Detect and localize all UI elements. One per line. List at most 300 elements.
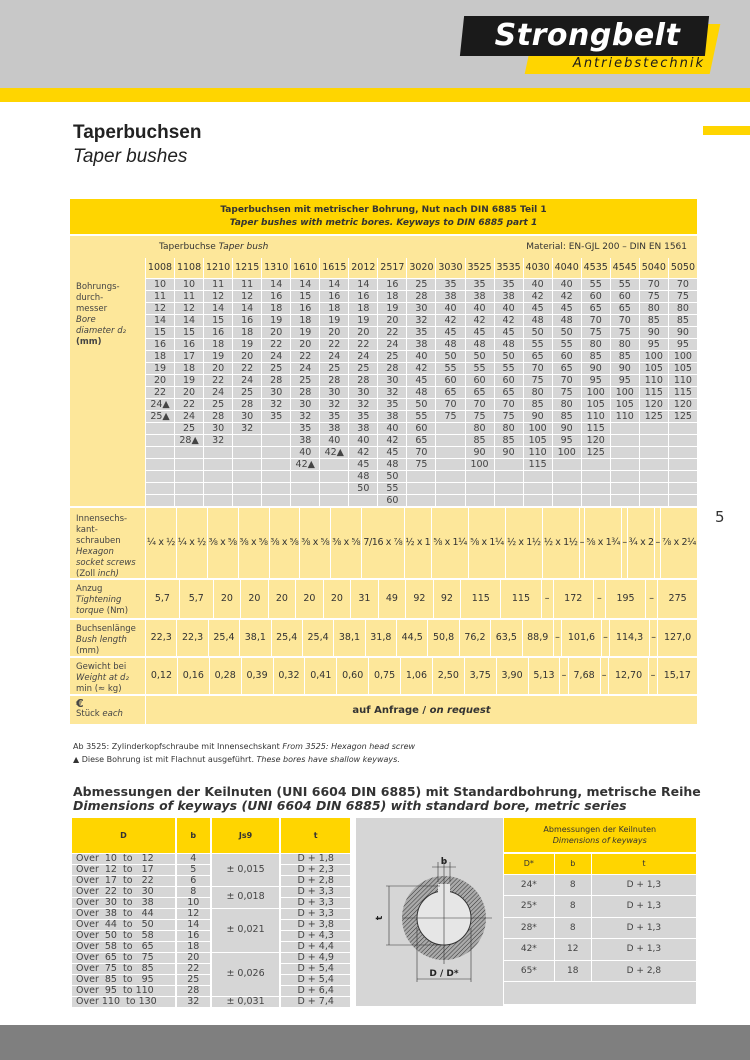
- special-cell: 8: [554, 917, 591, 939]
- bore-cell: 45: [436, 326, 465, 338]
- bore-cell: 32: [349, 398, 378, 410]
- bore-cell: 48: [552, 314, 581, 326]
- weight-cell: 0,32: [273, 658, 305, 694]
- bore-cell: 40: [378, 422, 407, 434]
- bore-cell: 14: [262, 278, 291, 290]
- bore-cell: 55: [581, 278, 610, 290]
- special-cell: 65*: [504, 960, 555, 982]
- bore-cell: 50: [465, 350, 494, 362]
- bore-cell: [204, 470, 233, 482]
- weight-cell: 3,75: [464, 658, 496, 694]
- keyway-b: 16: [176, 930, 211, 941]
- bore-table: [145, 258, 697, 506]
- keyway-range: Over 10 to 12: [71, 853, 176, 864]
- bore-cell: 38: [291, 434, 320, 446]
- size-header: 3020: [407, 258, 436, 278]
- page-subtitle: Taper bushes: [73, 146, 188, 167]
- bore-cell: [639, 458, 668, 470]
- bore-cell: 48: [349, 470, 378, 482]
- torque-row: Anzug Tightening torque (Nm) 5,7 5,7 20 20 20 20 20 31 49 92 92 115 115 – 172 – 195 – 275: [70, 578, 697, 618]
- bore-cell: 16: [175, 338, 204, 350]
- keyway-b: 20: [176, 952, 211, 963]
- bore-cell: 55: [552, 338, 581, 350]
- keyway-t: D + 3,3: [280, 886, 350, 897]
- bore-cell: 16: [320, 290, 349, 302]
- bore-cell: [523, 494, 552, 506]
- bore-cell: 90: [668, 326, 697, 338]
- bore-cell: 110: [523, 446, 552, 458]
- bore-cell: 30: [204, 422, 233, 434]
- bore-cell: 60: [552, 350, 581, 362]
- bore-cell: 55: [523, 338, 552, 350]
- bore-cell: 80: [552, 398, 581, 410]
- screws-cell: ⅝ x 1¼: [469, 508, 506, 578]
- bore-cell: 38: [378, 410, 407, 422]
- bore-cell: 18: [320, 302, 349, 314]
- bore-cell: 42: [436, 314, 465, 326]
- bore-cell: 19: [291, 326, 320, 338]
- length-cell: 76,2: [459, 620, 490, 656]
- bore-cell: 65: [523, 350, 552, 362]
- weight-cell: –: [600, 658, 608, 694]
- bore-cell: 80: [610, 338, 639, 350]
- bore-cell: 65: [552, 362, 581, 374]
- bore-cell: 32: [233, 422, 262, 434]
- bore-cell: 50: [407, 398, 436, 410]
- bore-cell: 15: [291, 290, 320, 302]
- price-value: auf Anfrage / on request: [145, 696, 697, 724]
- bore-cell: 38: [407, 338, 436, 350]
- weight-cell: 5,13: [528, 658, 560, 694]
- bore-cell: 105: [668, 362, 697, 374]
- keyway-range: Over 30 to 38: [71, 897, 176, 908]
- keyway-range: Over 22 to 30: [71, 886, 176, 897]
- bore-cell: 22: [233, 362, 262, 374]
- bore-cell: 28: [349, 374, 378, 386]
- keyway-header: D: [71, 818, 176, 853]
- screws-cell: ¼ x ½: [146, 508, 177, 578]
- bore-cell: 11: [146, 290, 175, 302]
- torque-cell: –: [593, 580, 605, 618]
- price-row: € Stück each auf Anfrage / on request: [70, 694, 697, 724]
- size-header: 4040: [552, 258, 581, 278]
- torque-cell: 275: [658, 580, 697, 618]
- page-title: Taperbuchsen: [73, 122, 202, 143]
- keyway-b: 18: [176, 941, 211, 952]
- length-cell: 22,3: [146, 620, 177, 656]
- bore-cell: 60: [494, 374, 523, 386]
- weight-cell: 1,06: [401, 658, 433, 694]
- bore-cell: 65: [465, 386, 494, 398]
- bore-cell: [146, 494, 175, 506]
- bore-cell: [581, 470, 610, 482]
- bore-cell: 30: [320, 386, 349, 398]
- keyway-b: 6: [176, 875, 211, 886]
- screws-cell: ½ x 1: [404, 508, 432, 578]
- length-cell: 63,5: [491, 620, 522, 656]
- bore-cell: 16: [349, 290, 378, 302]
- bore-cell: 16: [378, 278, 407, 290]
- bore-cell: 15: [146, 326, 175, 338]
- keyway-b: 14: [176, 919, 211, 930]
- bore-cell: 75: [465, 410, 494, 422]
- weight-cell: 0,60: [337, 658, 369, 694]
- keyway-range: Over 85 to 95: [71, 974, 176, 985]
- bore-cell: 25: [233, 386, 262, 398]
- bore-cell: 24: [175, 410, 204, 422]
- bore-cell: 35: [320, 410, 349, 422]
- keyway-t: D + 3,3: [280, 908, 350, 919]
- bore-cell: [146, 434, 175, 446]
- weight-row: Gewicht bei Weight at d₂ min (≈ kg) 0,12 0,16 0,28 0,39 0,32 0,41 0,60 0,75 1,06 2,50 3,75 3,90 5,13 – 7,68 – 12,70 – 15,17: [70, 656, 697, 694]
- keyway-range: Over 65 to 75: [71, 952, 176, 963]
- bore-cell: 45: [378, 446, 407, 458]
- page-footer: [0, 1025, 750, 1060]
- bore-cell: 15: [204, 314, 233, 326]
- bore-cell: [262, 446, 291, 458]
- page-number: 5: [715, 508, 725, 526]
- special-cell: 25*: [504, 896, 555, 918]
- special-cell: 8: [554, 874, 591, 896]
- bore-cell: 40: [494, 302, 523, 314]
- bore-cell: [175, 482, 204, 494]
- keyway-t: D + 2,3: [280, 864, 350, 875]
- bush-row: Taperbuchse Taper bush Material: EN-GJL 200 – DIN EN 1561: [70, 234, 697, 258]
- bore-cell: [639, 446, 668, 458]
- length-cell: 38,1: [240, 620, 271, 656]
- bore-cell: 11: [204, 278, 233, 290]
- bore-cell: 85: [668, 314, 697, 326]
- bore-cell: 70: [436, 398, 465, 410]
- keyway-t: D + 4,4: [280, 941, 350, 952]
- keyway-range: Over 58 to 65: [71, 941, 176, 952]
- bore-cell: 125: [581, 446, 610, 458]
- bore-cell: [610, 458, 639, 470]
- bore-cell: 70: [581, 314, 610, 326]
- special-cell: D + 1,3: [591, 917, 696, 939]
- bore-cell: 42: [465, 314, 494, 326]
- bore-cell: 48: [436, 338, 465, 350]
- bore-cell: [262, 458, 291, 470]
- bore-cell: 35: [378, 398, 407, 410]
- bore-cell: 24: [349, 350, 378, 362]
- special-cell: 24*: [504, 874, 555, 896]
- bore-cell: [436, 434, 465, 446]
- bore-cell: 22: [262, 338, 291, 350]
- bore-cell: 35: [407, 326, 436, 338]
- bore-cell: 32: [378, 386, 407, 398]
- bore-cell: 12: [204, 290, 233, 302]
- torque-cell: 5,7: [146, 580, 180, 618]
- bore-cell: 14: [146, 314, 175, 326]
- bore-cell: 85: [494, 434, 523, 446]
- bore-cell: 95: [610, 374, 639, 386]
- bore-cell: 50: [378, 470, 407, 482]
- bore-cell: 28: [378, 362, 407, 374]
- bore-cell: 10: [146, 278, 175, 290]
- bore-cell: [146, 446, 175, 458]
- special-cell: 28*: [504, 917, 555, 939]
- bore-cell: 35: [349, 410, 378, 422]
- bore-cell: 18: [233, 326, 262, 338]
- bore-cell: 110: [639, 374, 668, 386]
- keyway-range: Over 50 to 58: [71, 930, 176, 941]
- bore-cell: 38: [320, 422, 349, 434]
- bore-cell: [639, 422, 668, 434]
- length-cell: 38,1: [334, 620, 365, 656]
- bore-cell: 65: [407, 434, 436, 446]
- bore-cell: [581, 482, 610, 494]
- bore-cell: [262, 434, 291, 446]
- bore-cell: 105: [523, 434, 552, 446]
- keyway-b: 22: [176, 963, 211, 974]
- bore-cell: [204, 494, 233, 506]
- special-header: t: [591, 853, 696, 874]
- bore-cell: 85: [581, 350, 610, 362]
- bore-cell: [610, 494, 639, 506]
- bore-cell: [320, 494, 349, 506]
- bore-cell: 32: [320, 398, 349, 410]
- bore-cell: 20: [320, 326, 349, 338]
- weight-cell: 2,50: [432, 658, 464, 694]
- bore-cell: 110: [581, 410, 610, 422]
- bore-cell: 45: [349, 458, 378, 470]
- size-header: 1610: [291, 258, 320, 278]
- bore-cell: 90: [610, 362, 639, 374]
- bore-cell: 65: [436, 386, 465, 398]
- length-row: Buchsenlänge Bush length (mm) 22,3 22,3 25,4 38,1 25,4 25,4 38,1 31,8 44,5 50,8 76,2 63,5 88,9 – 101,6 – 114,3 – 127,0: [70, 618, 697, 656]
- keyway-diagram: [356, 818, 503, 1006]
- bore-cell: 110: [668, 374, 697, 386]
- bore-cell: 100: [581, 386, 610, 398]
- bore-cell: 19: [233, 338, 262, 350]
- bore-cell: 20: [204, 362, 233, 374]
- bore-cell: 18: [204, 338, 233, 350]
- bore-cell: 25: [175, 422, 204, 434]
- keyway-b: 10: [176, 897, 211, 908]
- length-cell: 22,3: [177, 620, 208, 656]
- dim-d: D / D*: [429, 969, 459, 979]
- weight-cell: 7,68: [568, 658, 600, 694]
- bore-cell: [610, 470, 639, 482]
- bore-cell: [668, 434, 697, 446]
- special-cell: 42*: [504, 939, 555, 961]
- bore-cell: 48: [523, 314, 552, 326]
- weight-cell: –: [649, 658, 657, 694]
- bore-cell: [581, 458, 610, 470]
- bore-cell: 105: [581, 398, 610, 410]
- bore-cell: 55: [436, 362, 465, 374]
- bore-cell: 90: [581, 362, 610, 374]
- bore-cell: 100: [465, 458, 494, 470]
- bore-cell: 60: [465, 374, 494, 386]
- bore-cell: [465, 494, 494, 506]
- length-cell: 50,8: [428, 620, 459, 656]
- bore-cell: 18: [146, 350, 175, 362]
- bore-cell: 105: [639, 362, 668, 374]
- bore-cell: 110: [610, 410, 639, 422]
- bore-cell: 75: [552, 386, 581, 398]
- brand-tagline: Antriebstechnik: [572, 56, 705, 71]
- bore-cell: 28: [262, 374, 291, 386]
- bore-cell: 80: [639, 302, 668, 314]
- bore-cell: [146, 470, 175, 482]
- bore-cell: 70: [407, 446, 436, 458]
- bore-cell: 75: [436, 410, 465, 422]
- keyway-t: D + 5,4: [280, 974, 350, 985]
- keyway-js9: ± 0,031: [211, 996, 281, 1007]
- bore-cell: [233, 434, 262, 446]
- bore-cell: [146, 482, 175, 494]
- keyway-b: 32: [176, 996, 211, 1007]
- bore-cell: 16: [262, 290, 291, 302]
- length-cell: 127,0: [658, 620, 697, 656]
- bore-cell: [668, 458, 697, 470]
- bore-cell: 60: [436, 374, 465, 386]
- bore-cell: 75: [581, 326, 610, 338]
- size-header: 5040: [639, 258, 668, 278]
- bore-cell: 90: [552, 422, 581, 434]
- bore-cell: 20: [291, 338, 320, 350]
- bore-cell: 14: [204, 302, 233, 314]
- header-stripe: [0, 88, 750, 102]
- screws-cell: ⅝ x 1¾: [585, 508, 622, 578]
- bore-cell: [407, 482, 436, 494]
- bore-cell: [320, 470, 349, 482]
- bore-cell: [668, 422, 697, 434]
- length-cell: 44,5: [397, 620, 428, 656]
- bore-cell: [233, 482, 262, 494]
- bore-cell: 42: [552, 290, 581, 302]
- keyway-t: D + 7,4: [280, 996, 350, 1007]
- bore-cell: 11: [175, 290, 204, 302]
- bore-cell: 95: [552, 434, 581, 446]
- bore-cell: 25: [320, 362, 349, 374]
- bore-cell: [262, 470, 291, 482]
- bore-cell: 42: [523, 290, 552, 302]
- bore-cell: [146, 458, 175, 470]
- length-cell: –: [553, 620, 561, 656]
- keyway-range: Over 110 to 130: [71, 996, 176, 1007]
- bore-cell: 25: [291, 374, 320, 386]
- bore-cell: [407, 470, 436, 482]
- special-cell: D + 1,3: [591, 874, 696, 896]
- bore-cell: 75: [610, 326, 639, 338]
- bore-cell: 45: [465, 326, 494, 338]
- bore-cell: 40: [407, 350, 436, 362]
- keyway-js9: ± 0,021: [211, 908, 281, 952]
- bore-cell: 75: [523, 374, 552, 386]
- keyway-t: D + 6,4: [280, 985, 350, 996]
- bore-cell: [204, 446, 233, 458]
- bore-cell: 14: [320, 278, 349, 290]
- bore-cell: [610, 422, 639, 434]
- bore-cell: [668, 482, 697, 494]
- bore-cell: [175, 494, 204, 506]
- bore-cell: [494, 482, 523, 494]
- length-cell: 25,4: [271, 620, 302, 656]
- bore-cell: 85: [523, 398, 552, 410]
- bore-cell: 55: [494, 362, 523, 374]
- bore-cell: 100: [610, 386, 639, 398]
- bore-cell: [610, 446, 639, 458]
- bore-cell: 20: [349, 326, 378, 338]
- bore-cell: [175, 446, 204, 458]
- bore-cell: 40: [523, 278, 552, 290]
- keyway-t: D + 5,4: [280, 963, 350, 974]
- size-header: 1615: [320, 258, 349, 278]
- bore-cell: [639, 470, 668, 482]
- bore-cell: 80: [668, 302, 697, 314]
- bore-cell: [610, 482, 639, 494]
- bore-cell: 90: [639, 326, 668, 338]
- keyway-header: b: [176, 818, 211, 853]
- bore-cell: 48: [378, 458, 407, 470]
- bore-cell: [639, 434, 668, 446]
- bore-cell: 30: [291, 398, 320, 410]
- bore-cell: 11: [233, 278, 262, 290]
- bore-cell: [465, 482, 494, 494]
- screws-cell: ⅝ x 1¼: [432, 508, 469, 578]
- torque-cell: 172: [553, 580, 593, 618]
- bore-cell: 75: [668, 290, 697, 302]
- bore-cell: 80: [581, 338, 610, 350]
- keyway-js9: ± 0,026: [211, 952, 281, 996]
- bore-cell: [494, 458, 523, 470]
- bore-cell: 38: [494, 290, 523, 302]
- bore-cell: 30: [378, 374, 407, 386]
- bore-cell: 65: [494, 386, 523, 398]
- bore-cell: 95: [639, 338, 668, 350]
- bore-cell: 28: [233, 398, 262, 410]
- bore-cell: 120: [668, 398, 697, 410]
- length-cell: –: [601, 620, 609, 656]
- bore-cell: 35: [465, 278, 494, 290]
- bore-cell: 30: [349, 386, 378, 398]
- bore-cell: 38: [349, 422, 378, 434]
- keyway-b: 25: [176, 974, 211, 985]
- torque-cell: 31: [351, 580, 379, 618]
- bore-cell: 40: [552, 278, 581, 290]
- bore-cell: 10: [175, 278, 204, 290]
- bore-cell: 60: [378, 494, 407, 506]
- bore-cell: 45: [407, 374, 436, 386]
- bore-cell: [349, 494, 378, 506]
- torque-cell: 115: [501, 580, 541, 618]
- bore-cell: [291, 470, 320, 482]
- bore-cell: 25: [204, 398, 233, 410]
- size-header: 1008: [146, 258, 175, 278]
- bore-cell: 42▲: [320, 446, 349, 458]
- bore-cell: 19: [204, 350, 233, 362]
- bore-cell: [262, 494, 291, 506]
- bore-cell: [204, 458, 233, 470]
- bore-cell: [436, 482, 465, 494]
- bore-cell: 115: [581, 422, 610, 434]
- bore-cell: 12: [233, 290, 262, 302]
- bore-cell: 35: [494, 278, 523, 290]
- footnotes: Ab 3525: Zylinderkopfschraube mit Innensechskant From 3525: Hexagon head screw ▲ Diese Bohrung ist mit Flachnut ausgeführt. These bores have shallow keyways.: [73, 742, 416, 764]
- keyways-title: Abmessungen der Keilnuten (UNI 6604 DIN 6885) mit Standardbohrung, metrische Reihe Dimensions of keyways (UNI 6604 DIN 6885) with standard bore, metric series: [73, 784, 701, 813]
- bore-cell: 18: [262, 302, 291, 314]
- bore-cell: 85: [610, 350, 639, 362]
- torque-cell: 20: [213, 580, 241, 618]
- size-header: 3525: [465, 258, 494, 278]
- bore-cell: 70: [465, 398, 494, 410]
- bore-cell: 32: [291, 410, 320, 422]
- bore-cell: 19: [146, 362, 175, 374]
- size-header: 1215: [233, 258, 262, 278]
